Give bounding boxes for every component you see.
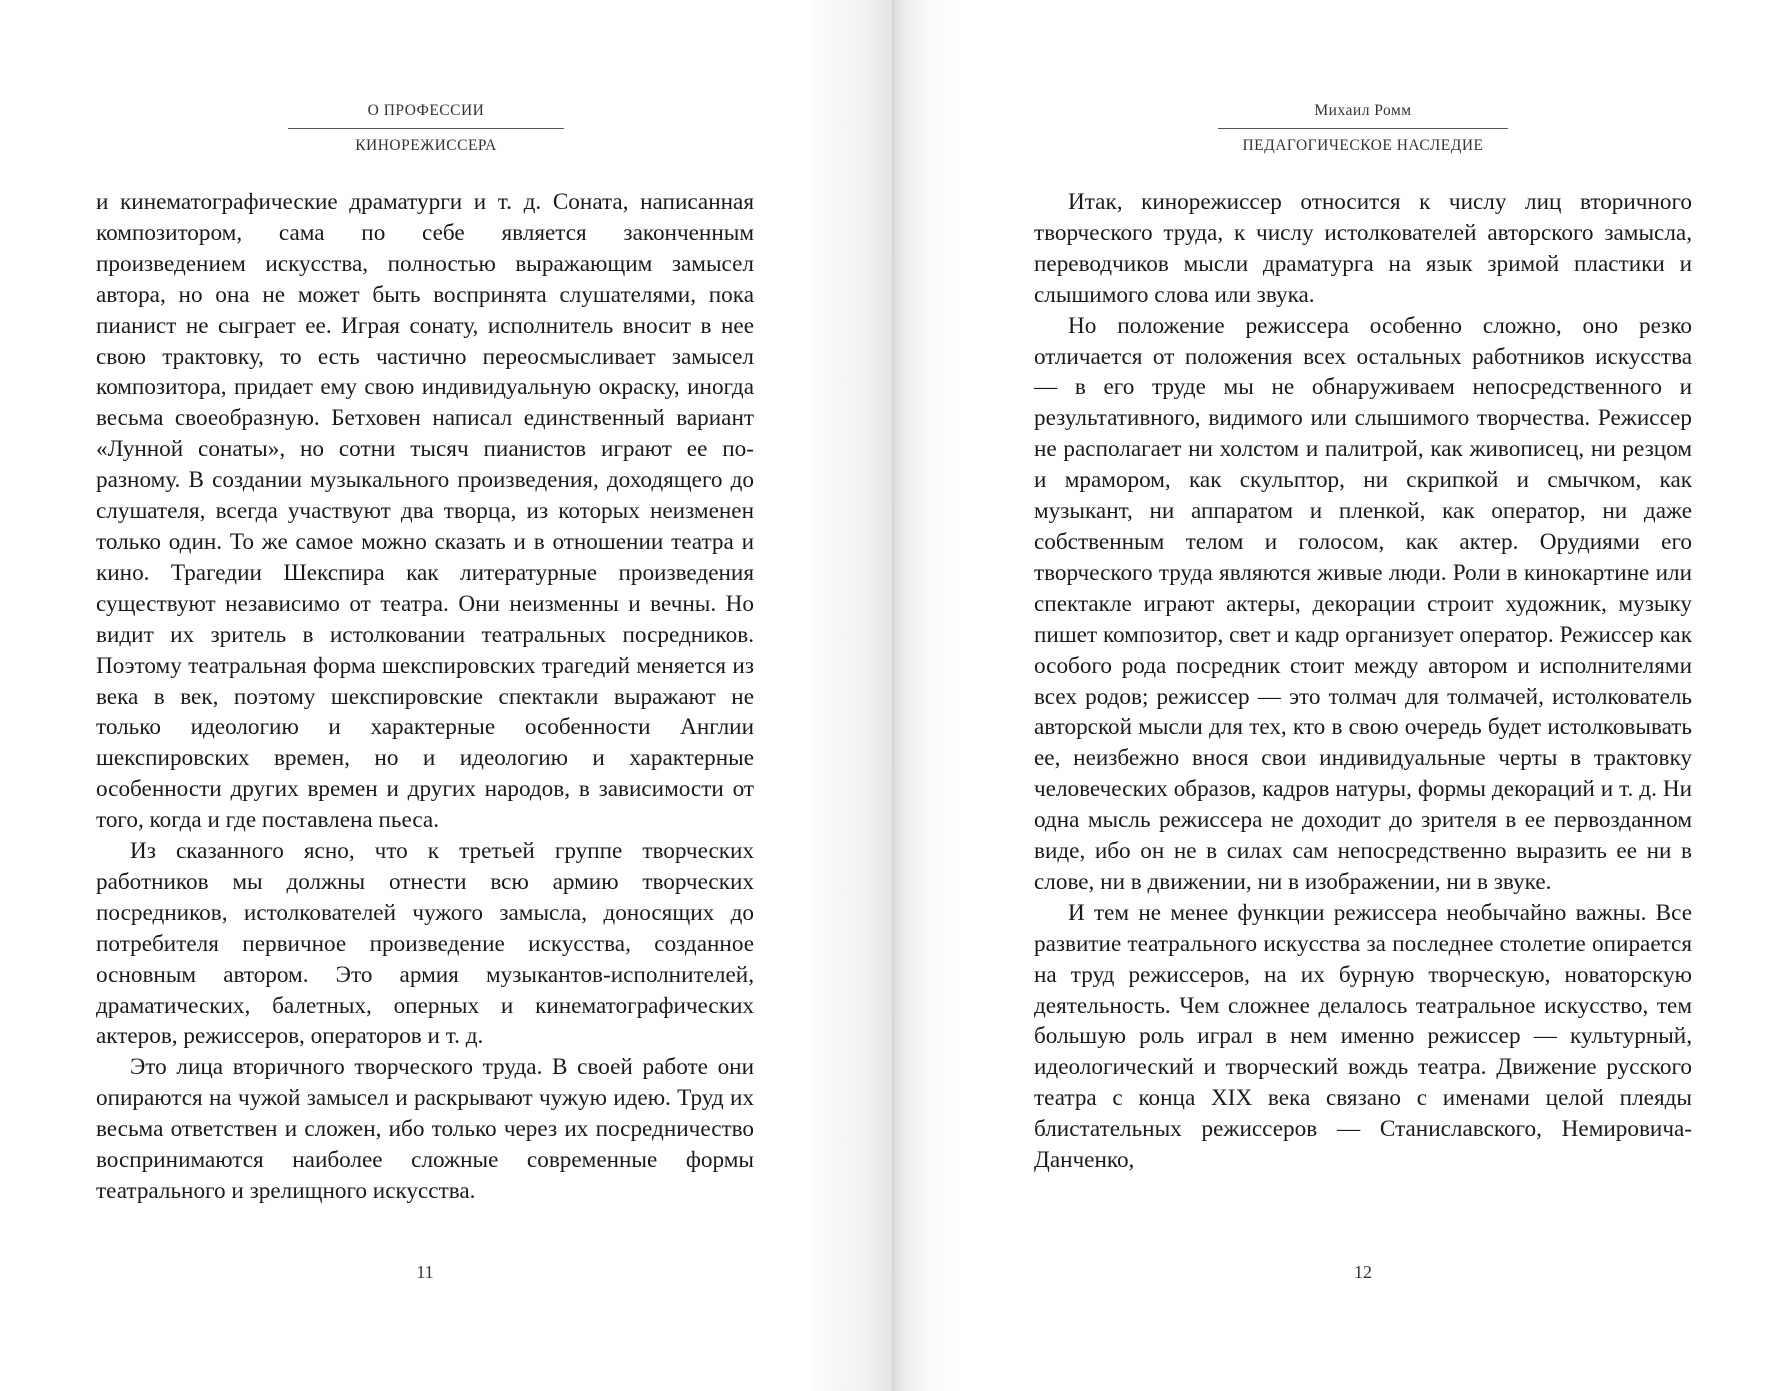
left-paragraph-2: Из сказанного ясно, что к третьей группе творческих работников мы должны отнести всю армию творческих посредников, истолкователей чужого замысла, доносящих до потребителя первичное произведение искусства, созданное основным автором. Это армия музыкантов-исполнителей, драматических, балетных, оперных и кинематографических актеров, режиссеров, операторов и т. д. [96, 838, 754, 1050]
left-running-head-bottom: КИНОРЕЖИССЕРА [355, 137, 497, 154]
right-page [893, 0, 1786, 1391]
left-paragraph-3: Это лица вторичного творческого труда. В своей работе они опираются на чужой замысел и раскрывают чужую идею. Труд их весьма ответствен и сложен, ибо только через их посредничество воспринимаются наиболее сложные современные формы театрального и зрелищного искусства. [96, 1054, 754, 1204]
right-paragraph-3: И тем не менее функции режиссера необычайно важны. Все развитие театрального искусства за последнее столетие опирается на труд режиссеров, на их бурную творческую, новаторскую деятельность. Чем сложнее делалось театральное искусство, тем большую роль играл в нем именно режиссер — культурный, идеологический и творческий вождь театра. Движение русского театра с конца XIX века связано с именами целой плеяды блистательных режиссеров — Станиславского, Немировича-Данченко, [1034, 899, 1692, 1174]
left-running-head [288, 100, 564, 157]
right-paragraph-1: Итак, кинорежиссер относится к числу лиц вторичного творческого труда, к числу истолкователей авторского замысла, переводчиков мысли драматурга на язык зримой пластики и слышимого слова или звука. [1034, 189, 1692, 308]
right-body-text [1034, 187, 1692, 1176]
right-running-head [1218, 100, 1508, 157]
book-gutter [892, 0, 894, 1391]
left-running-head-top: О ПРОФЕССИИ [288, 100, 564, 129]
left-page-number: 11 [416, 1262, 434, 1282]
right-running-head-top: Михаил Ромм [1218, 100, 1508, 129]
left-paragraph-1: и кинематографические драматурги и т. д. Соната, написанная композитором, сама по себе является законченным произведением искусства, полностью выражающим замысел автора, но она не может быть воспринята слушателями, пока пианист не сыграет ее. Играя сонату, исполнитель вносит в нее свою трактовку, то есть частично переосмысливает замысел композитора, придает ему свою индивидуальную окраску, иногда весьма своеобразную. Бетховен написал единственный вариант «Лунной сонаты», но сотни тысяч пианистов играют ее по-разному. В создании музыкального произведения, доходящего до слушателя, всегда участвуют два творца, из которых неизменен только один. То же самое можно сказать и в отношении театра и кино. Трагедии Шекспира как литературные произведения существуют независимо от театра. Они неизменны и вечны. Но видит их зритель в истолковании театральных посредников. Поэтому театральная форма шекспировских трагедий меняется из века в век, поэтому шекспировские спектакли выражают не только идеологию и характерные особенности Англии шекспировских времен, но и идеологию и характерные особенности других времен и других народов, в зависимости от того, когда и где поставлена пьеса. [96, 189, 754, 834]
right-running-head-bottom: ПЕДАГОГИЧЕСКОЕ НАСЛЕДИЕ [1242, 137, 1484, 154]
right-paragraph-2: Но положение режиссера особенно сложно, оно резко отличается от положения всех остальных работников искусства — в его труде мы не обнаруживаем непосредственного и результативного, видимого или слышимого творчества. Режиссер не располагает ни холстом и палитрой, как живописец, ни резцом и мрамором, как скульптор, ни скрипкой и смычком, как музыкант, ни аппаратом и пленкой, как оператор, ни даже собственным телом и голосом, как актер. Орудиями его творческого труда являются живые люди. Роли в кинокартине или спектакле играют актеры, декорации строит художник, музыку пишет композитор, свет и кадр организует оператор. Режиссер как особого рода посредник стоит между автором и исполнителями всех родов; режиссер — это толмач для толмачей, истолкователь авторской мысли для тех, кто в свою очередь будет истолковывать ее, неизбежно внося свои индивидуальные черты в трактовку человеческих образов, кадров натуры, формы декораций и т. д. Ни одна мысль режиссера не доходит до зрителя в ее первозданном виде, ибо он не в силах сам непосредственно выразить ее ни в слове, ни в движении, ни в изображении, ни в звуке. [1034, 312, 1692, 895]
left-body-text [96, 187, 754, 1207]
right-page-number: 12 [1354, 1262, 1372, 1282]
